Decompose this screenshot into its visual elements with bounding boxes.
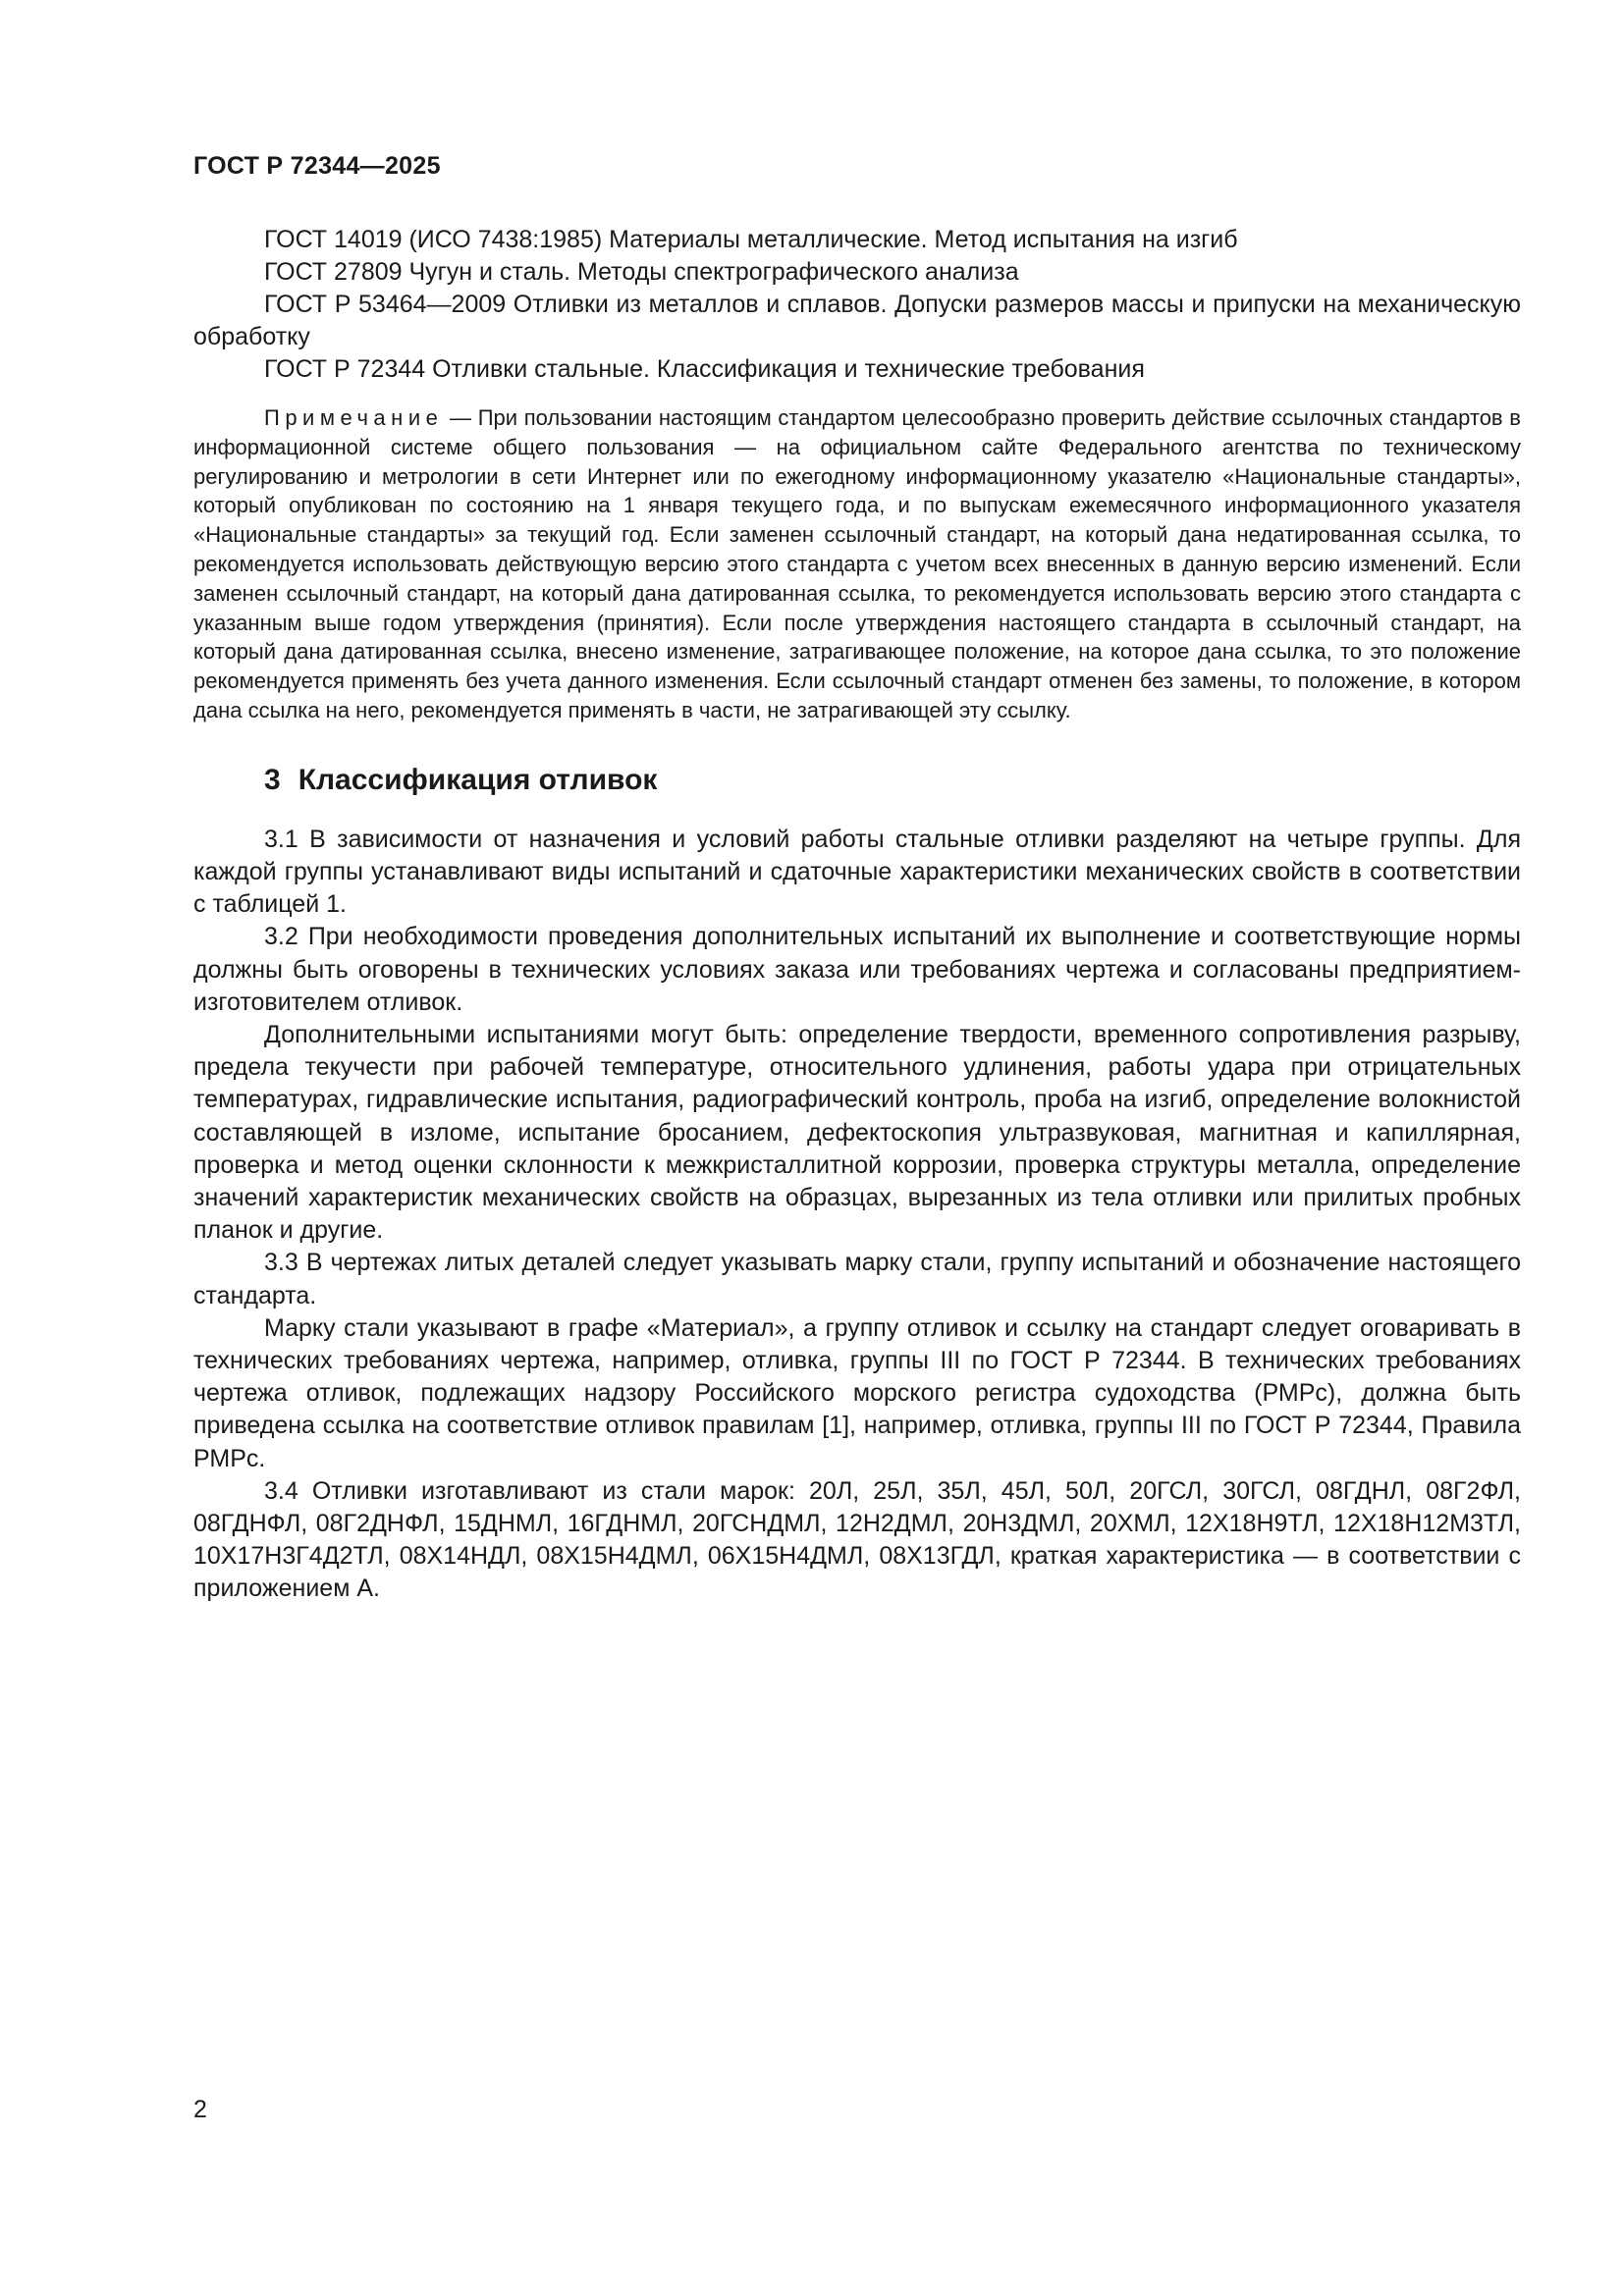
section-number: 3 bbox=[264, 763, 281, 796]
paragraph: Дополнительными испытаниями могут быть: определение твердости, временного сопротивления разрыву, предела текучести при рабочей температуре, относительного удлинения, работы удара при отрицательных температурах, гидравлические испытания, радиографический контроль, проба на изгиб, определение волокнистой составляющей в изломе, испытание бросанием, дефектоскопия ультразвуковая, магнитная и капиллярная, проверка и метод оценки склонности к межкристаллитной коррозии, проверка структуры металла, определение значений характеристик механических свойств на образцах, вырезанных из тела отливки или прилитых пробных планок и другие. bbox=[193, 1020, 1521, 1245]
note-block bbox=[193, 403, 1521, 725]
note-dash: — bbox=[443, 405, 478, 430]
note-text: При пользовании настоящим стандартом целесообразно проверить действие ссылочных стандартов в информационной системе общего пользования — на официальном сайте Федерального агентства по техническому регулированию и метрологии в сети Интернет или по ежегодному информационному указателю «Национальные стандарты», который опубликован по состоянию на 1 января текущего года, и по выпускам ежемесячного информационного указателя «Национальные стандарты» за текущий год. Если заменен ссылочный стандарт, на который дана недатированная ссылка, то рекомендуется использовать действующую версию этого стандарта с учетом всех внесенных в данную версию изменений. Если заменен ссылочный стандарт, на который дана датированная ссылка, то рекомендуется использовать версию этого стандарта с указанным выше годом утверждения (принятия). Если после утверждения настоящего стандарта в ссылочный стандарт, на который дана датированная ссылка, внесено изменение, затрагивающее положение, на которое дана ссылка, то это положение рекомендуется применять без учета данного изменения. Если ссылочный стандарт отменен без замены, то положение, в котором дана ссылка на него, рекомендуется применять в части, не затрагивающей эту ссылку. bbox=[193, 405, 1521, 722]
paragraph: Марку стали указывают в графе «Материал», а группу отливок и ссылку на стандарт следует оговаривать в технических требованиях чертежа, например, отливка, группы III по ГОСТ Р 72344. В технических требованиях чертежа отливок, подлежащих надзору Российского морского регистра судоходства (РМРс), должна быть приведена ссылка на соответствие отливок правилам [1], например, отливка, группы III по ГОСТ Р 72344, Правила РМРс. bbox=[193, 1313, 1521, 1472]
section-heading bbox=[193, 761, 1521, 800]
page-content bbox=[193, 224, 1521, 1606]
page-number: 2 bbox=[193, 2096, 207, 2123]
section-body bbox=[193, 824, 1521, 1606]
section-title: Классификация отливок bbox=[298, 763, 658, 796]
reference-item: ГОСТ Р 72344 Отливки стальные. Классификация и технические требования bbox=[264, 355, 1145, 383]
reference-item: ГОСТ Р 53464—2009 Отливки из металлов и сплавов. Допуски размеров массы и припуски на механическую обработку bbox=[193, 291, 1521, 350]
reference-item: ГОСТ 27809 Чугун и сталь. Методы спектрографического анализа bbox=[264, 258, 1019, 286]
normative-references-list bbox=[193, 224, 1521, 386]
note-label: Примечание bbox=[264, 405, 444, 430]
running-header: ГОСТ Р 72344—2025 bbox=[193, 152, 441, 180]
paragraph: 3.3 В чертежах литых деталей следует указывать марку стали, группу испытаний и обозначение настоящего стандарта. bbox=[193, 1249, 1521, 1309]
paragraph: 3.2 При необходимости проведения дополнительных испытаний их выполнение и соответствующие нормы должны быть оговорены в технических условиях заказа или требованиях чертежа и согласованы предприятием-изготовителем отливок. bbox=[193, 923, 1521, 1016]
paragraph: 3.1 В зависимости от назначения и условий работы стальные отливки разделяют на четыре группы. Для каждой группы устанавливают виды испытаний и сдаточные характеристики механических свойств в соответствии с таблицей 1. bbox=[193, 825, 1521, 919]
paragraph: 3.4 Отливки изготавливают из стали марок: 20Л, 25Л, 35Л, 45Л, 50Л, 20ГСЛ, 30ГСЛ, 08ГДНЛ, 08Г2ФЛ, 08ГДНФЛ, 08Г2ДНФЛ, 15ДНМЛ, 16ГДНМЛ, 20ГСНДМЛ, 12Н2ДМЛ, 20Н3ДМЛ, 20ХМЛ, 12Х18Н9ТЛ, 12Х18Н12М3ТЛ, 10Х17Н3Г4Д2ТЛ, 08Х14НДЛ, 08Х15Н4ДМЛ, 06Х15Н4ДМЛ, 08Х13ГДЛ, краткая характеристика — в соответствии с приложением А. bbox=[193, 1476, 1521, 1603]
reference-item: ГОСТ 14019 (ИСО 7438:1985) Материалы металлические. Метод испытания на изгиб bbox=[264, 226, 1238, 253]
